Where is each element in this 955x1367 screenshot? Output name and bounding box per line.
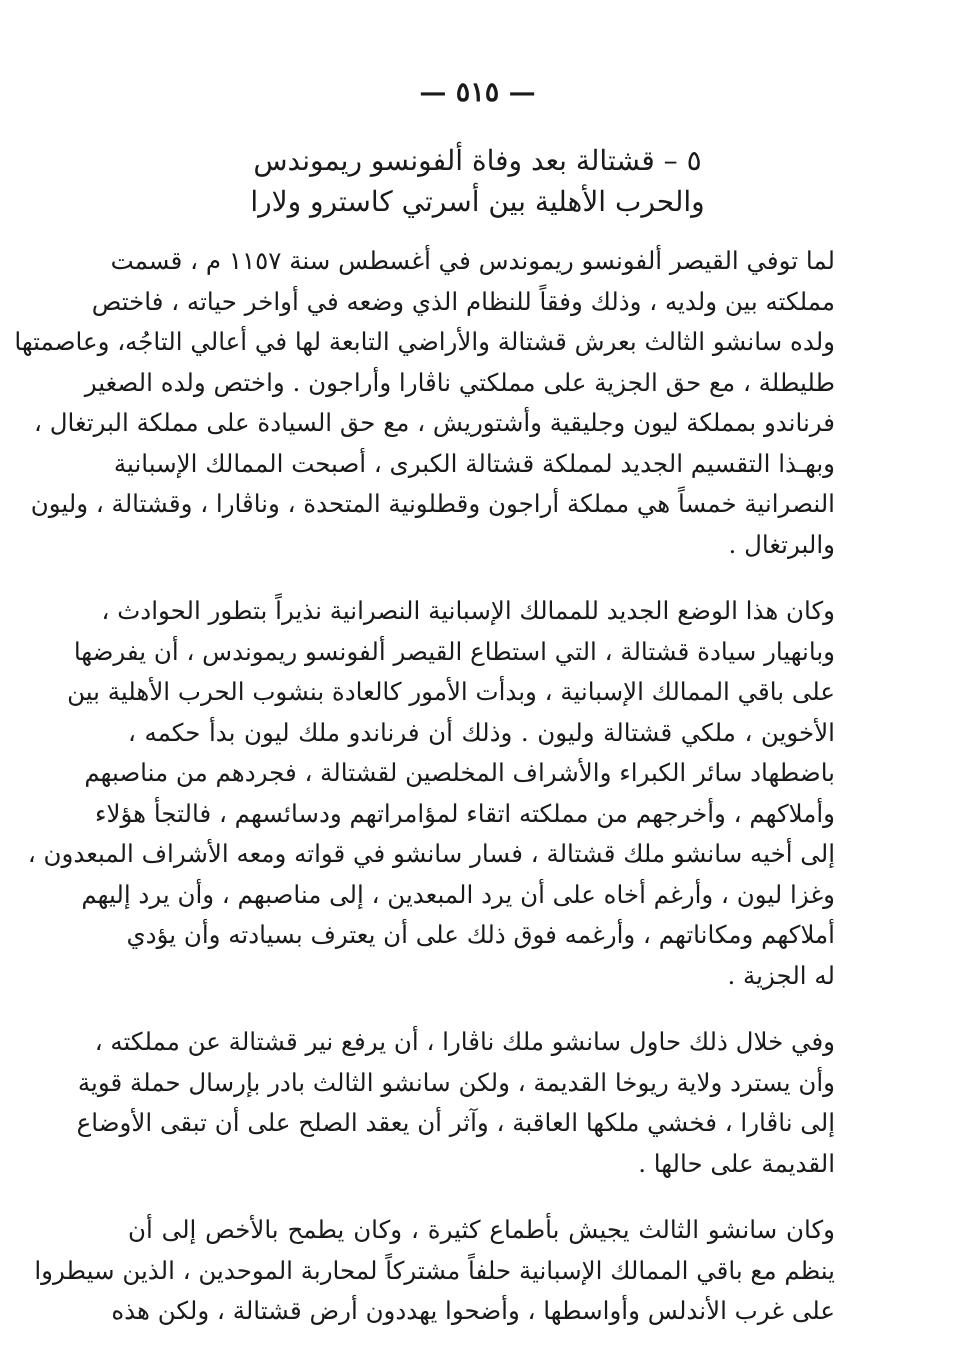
text-line: وبانهيار سيادة قشتالة ، التي استطاع القيصر ألفونسو ريموندس ، أن يفرضها	[73, 636, 835, 666]
text-line: أملاكهم ومكاناتهم ، وأرغمه فوق ذلك على أن يعترف بسيادته وأن يؤدي	[126, 920, 835, 949]
text-line: الأخوين ، ملكي قشتالة وليون . وذلك أن فرناندو ملك ليون بدأ حكمه ،	[128, 717, 835, 747]
paragraph	[14, 241, 835, 565]
text-line: على غرب الأندلس وأواسطها ، وأضحوا يهددون أرض قشتالة ، ولكن هذه	[111, 1296, 835, 1325]
section-heading	[120, 140, 835, 222]
paragraph	[76, 1022, 835, 1184]
text-line: لما توفي القيصر ألفونسو ريموندس في أغسطس سنة ١١٥٧ م ، قسمت	[110, 246, 835, 275]
text-line: على باقي الممالك الإسبانية ، وبدأت الأمور كالعادة بنشوب الحرب الأهلية بين	[67, 677, 835, 706]
text-line: إلى أخيه سانشو ملك قشتالة ، فسار سانشو في قواته ومعه الأشراف المبعدون ،	[27, 839, 835, 868]
text-line: وكان سانشو الثالث يجيش بأطماع كثيرة ، وكان يطمح بالأخص إلى أن	[128, 1215, 835, 1244]
heading-line: ٥ – قشتالة بعد وفاة ألفونسو ريموندس	[253, 144, 702, 177]
text-line: ينظم مع باقي الممالك الإسبانية حلفاً مشتركاً لمحاربة الموحدين ، الذين سيطروا	[34, 1255, 835, 1285]
page-number: — ٥١٥ —	[419, 77, 536, 108]
text-line: القديمة على حالها .	[638, 1148, 835, 1178]
text-line: ولده سانشو الثالث بعرش قشتالة والأراضي التابعة لها في أعالي التاجُه، وعاصمتها	[14, 327, 835, 356]
text-line: والبرتغال .	[728, 529, 835, 559]
text-line: وكان هذا الوضع الجديد للممالك الإسبانية النصرانية نذيراً بتطور الحوادث ،	[101, 596, 835, 625]
text-line: إلى ناڤارا ، فخشي ملكها العاقبة ، وآثر أن يعقد الصلح على أن تبقى الأوضاع	[76, 1108, 835, 1137]
paragraph	[34, 1210, 835, 1332]
heading-line: والحرب الأهلية بين أسرتي كاسترو ولارا	[250, 185, 705, 218]
text-line: طليطلة ، مع حق الجزية على مملكتي ناڤارا وأراجون . واختص ولده الصغير	[84, 367, 835, 397]
text-line: له الجزية .	[727, 960, 835, 990]
text-line: النصرانية خمساً هي مملكة أراجون وقطلونية المتحدة ، وناڤارا ، وقشتالة ، وليون	[30, 489, 835, 518]
text-line: وأن يسترد ولاية ريوخا القديمة ، ولكن سانشو الثالث بادر بإرسال حملة قوية	[77, 1067, 835, 1097]
paragraph	[27, 591, 835, 996]
text-line: فرناندو بمملكة ليون وجليقية وأشتوريش ، مع حق السيادة على مملكة البرتغال ،	[34, 408, 835, 437]
text-line: مملكته بين ولديه ، وذلك وفقاً للنظام الذي وضعه في أواخر حياته ، فاختص	[91, 286, 835, 316]
text-line: وبهـذا التقسيم الجديد لمملكة قشتالة الكبرى ، أصبحت الممالك الإسبانية	[113, 448, 835, 478]
text-line: وغزا ليون ، وأرغم أخاه على أن يرد المبعدين ، إلى مناصبهم ، وأن يرد إليهم	[81, 879, 835, 909]
text-line: وفي خلال ذلك حاول سانشو ملك ناڤارا ، أن يرفع نير قشتالة عن مملكته ،	[94, 1027, 835, 1056]
text-line: وأملاكهم ، وأخرجهم من مملكته اتقاء لمؤامراتهم ودسائسهم ، فالتجأ هؤلاء	[95, 798, 835, 828]
text-line: باضطهاد سائر الكبراء والأشراف المخلصين لقشتالة ، فجردهم من مناصبهم	[84, 758, 835, 787]
body-text	[14, 241, 835, 1332]
